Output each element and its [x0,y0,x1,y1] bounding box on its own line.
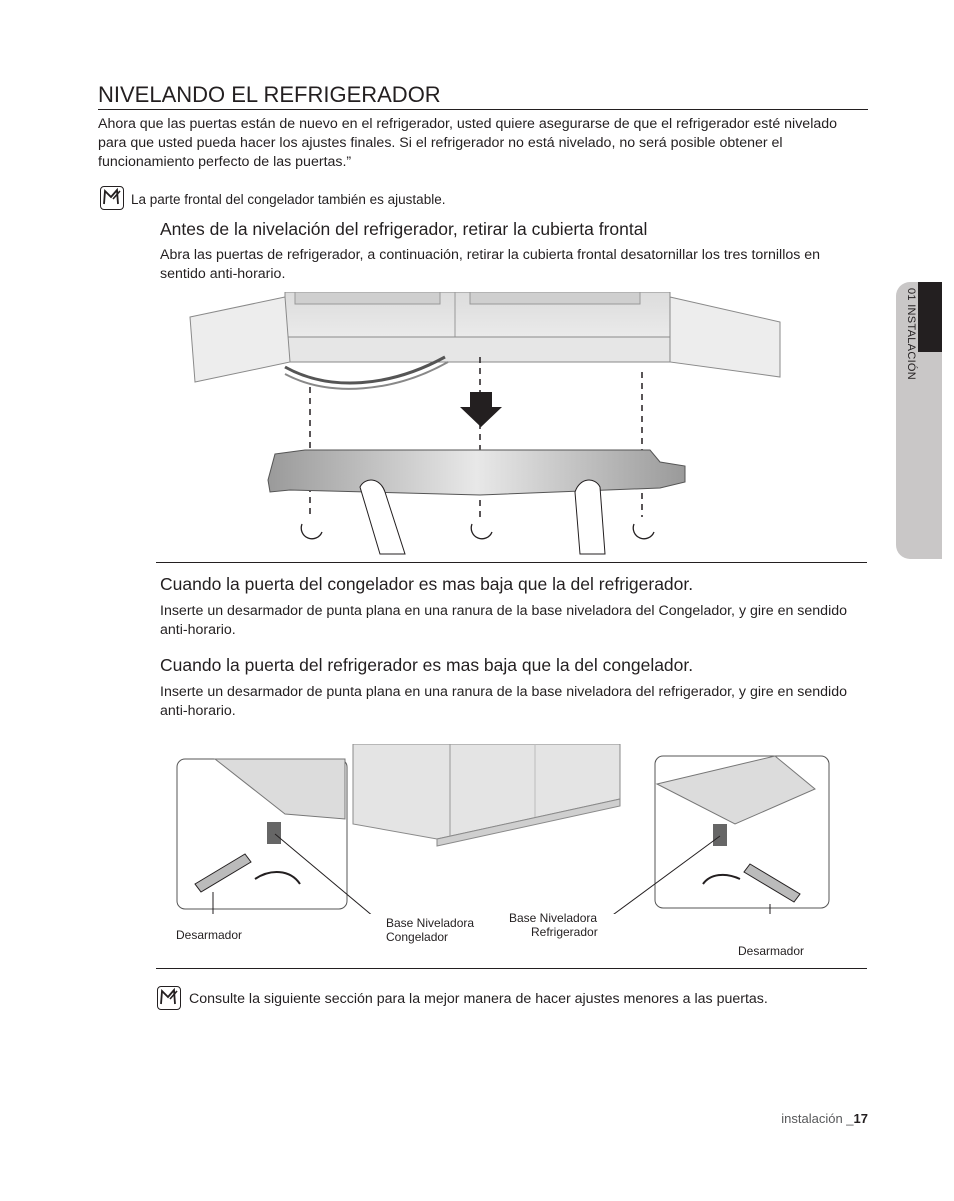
side-tab-label: 01 INSTALACIÓN [905,288,917,381]
leveling-legs-illustration [175,744,835,914]
label-base-refrigerador-line1: Base Niveladora [509,911,598,925]
text-retirar-cubierta: Abra las puertas de refrigerador, a continuación, retirar la cubierta frontal desatornillar los tres tornillos en sentido anti-horario. [160,247,821,282]
divider-2 [156,968,867,969]
note-ajustes-menores: Consulte la siguiente sección para la mejor manera de hacer ajustes menores a las puertas. [189,991,768,1007]
page-footer [781,1111,868,1126]
text-congelador-mas-bajo: Inserte un desarmador de punta plana en una ranura de la base niveladora del Congelador, y gire en sendido anti-horario. [160,603,847,638]
side-tab-marker [918,282,942,352]
page-number: 17 [853,1111,868,1126]
label-base-refrigerador-line2: Refrigerador [531,925,598,939]
label-desarmador-left: Desarmador [176,928,243,942]
label-base-congelador-line2: Congelador [386,930,449,944]
label-desarmador-right: Desarmador [738,944,805,958]
page-title: NIVELANDO EL REFRIGERADOR [98,82,868,110]
divider-1 [156,562,867,563]
front-cover-removal-illustration [180,292,785,557]
intro-paragraph: Ahora que las puertas están de nuevo en el refrigerador, usted quiere asegurarse de que el refrigerador esté nivelado para que usted pueda hacer los ajustes finales. Si el refrigerador no está nivelado, no será posible obtener el funcionamiento perfecto de las puertas.” [98,116,838,170]
label-base-congelador-line1: Base Niveladora [386,916,475,930]
footer-section: instalación _ [781,1111,854,1126]
note-frontal-congelador: La parte frontal del congelador también es ajustable. [131,192,446,207]
pencil-note-icon [100,186,124,210]
heading-retirar-cubierta: Antes de la nivelación del refrigerador, retirar la cubierta frontal [160,219,648,239]
heading-congelador-mas-bajo: Cuando la puerta del congelador es mas baja que la del refrigerador. [160,574,694,594]
text-refrigerador-mas-bajo: Inserte un desarmador de punta plana en una ranura de la base niveladora del refrigerador, y gire en sendido anti-horario. [160,684,847,719]
pencil-note-icon [157,986,181,1010]
heading-refrigerador-mas-bajo: Cuando la puerta del refrigerador es mas baja que la del congelador. [160,655,694,675]
